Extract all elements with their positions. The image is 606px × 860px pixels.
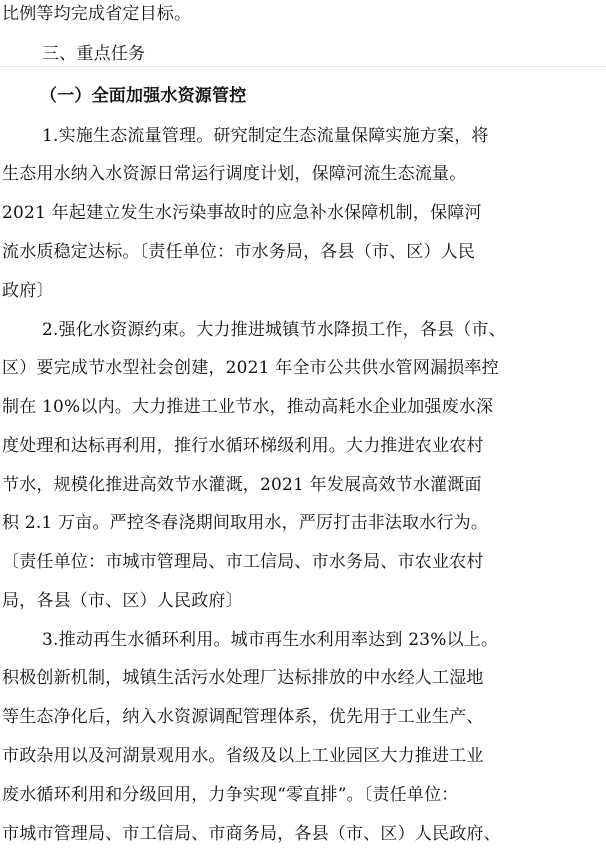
subsection-heading: （一）全面加强水资源管控 [40,86,247,106]
text-line: 政府〕 [2,281,54,301]
text-line: 市城市管理局、市工信局、市商务局，各县（市、区）人民政府、 [2,824,501,844]
section-heading: 三、重点任务 [42,44,146,64]
text-line: 局，各县（市、区）人民政府〕 [2,591,243,611]
text-line: 3.推动再生水循环利用。城市再生水利用率达到 23%以上。 [42,630,499,650]
text-line: 流水质稳定达标。〔责任单位：市水务局，各县（市、区）人民 [2,242,476,262]
text-line: 区）要完成节水型社会创建，2021 年全市公共供水管网漏损率控 [2,358,499,378]
text-line: 市政杂用以及河湖景观用水。省级及以上工业园区大力推进工业 [2,746,484,766]
text-line: 比例等均完成省定目标。 [2,4,192,24]
text-line: 积 2.1 万亩。严控冬春浇期间取用水，严厉打击非法取水行为。 [2,513,489,533]
text-line: 度处理和达标再利用，推行水循环梯级利用。大力推进农业农村 [2,436,484,456]
text-line: 节水，规模化推进高效节水灌溉，2021 年发展高效节水灌溉面 [2,475,482,495]
text-line: 〔责任单位：市城市管理局、市工信局、市水务局、市农业农村 [2,552,484,572]
text-line: 2021 年起建立发生水污染事故时的应急补水保障机制，保障河 [2,203,482,223]
text-line: 制在 10%以内。大力推进工业节水，推动高耗水企业加强废水深 [2,397,494,417]
text-line: 废水循环利用和分级回用，力争实现“零直排”。〔责任单位： [2,785,459,805]
text-line: 1.实施生态流量管理。研究制定生态流量保障实施方案，将 [42,126,489,146]
page-fold-line [0,66,606,67]
text-line: 等生态净化后，纳入水资源调配管理体系，优先用于工业生产、 [2,707,484,727]
text-line: 积极创新机制，城镇生活污水处理厂达标排放的中水经人工湿地 [2,668,484,688]
text-line: 生态用水纳入水资源日常运行调度计划，保障河流生态流量。 [2,164,467,184]
text-line: 2.强化水资源约束。大力推进城镇节水降损工作，各县（市、 [42,320,506,340]
